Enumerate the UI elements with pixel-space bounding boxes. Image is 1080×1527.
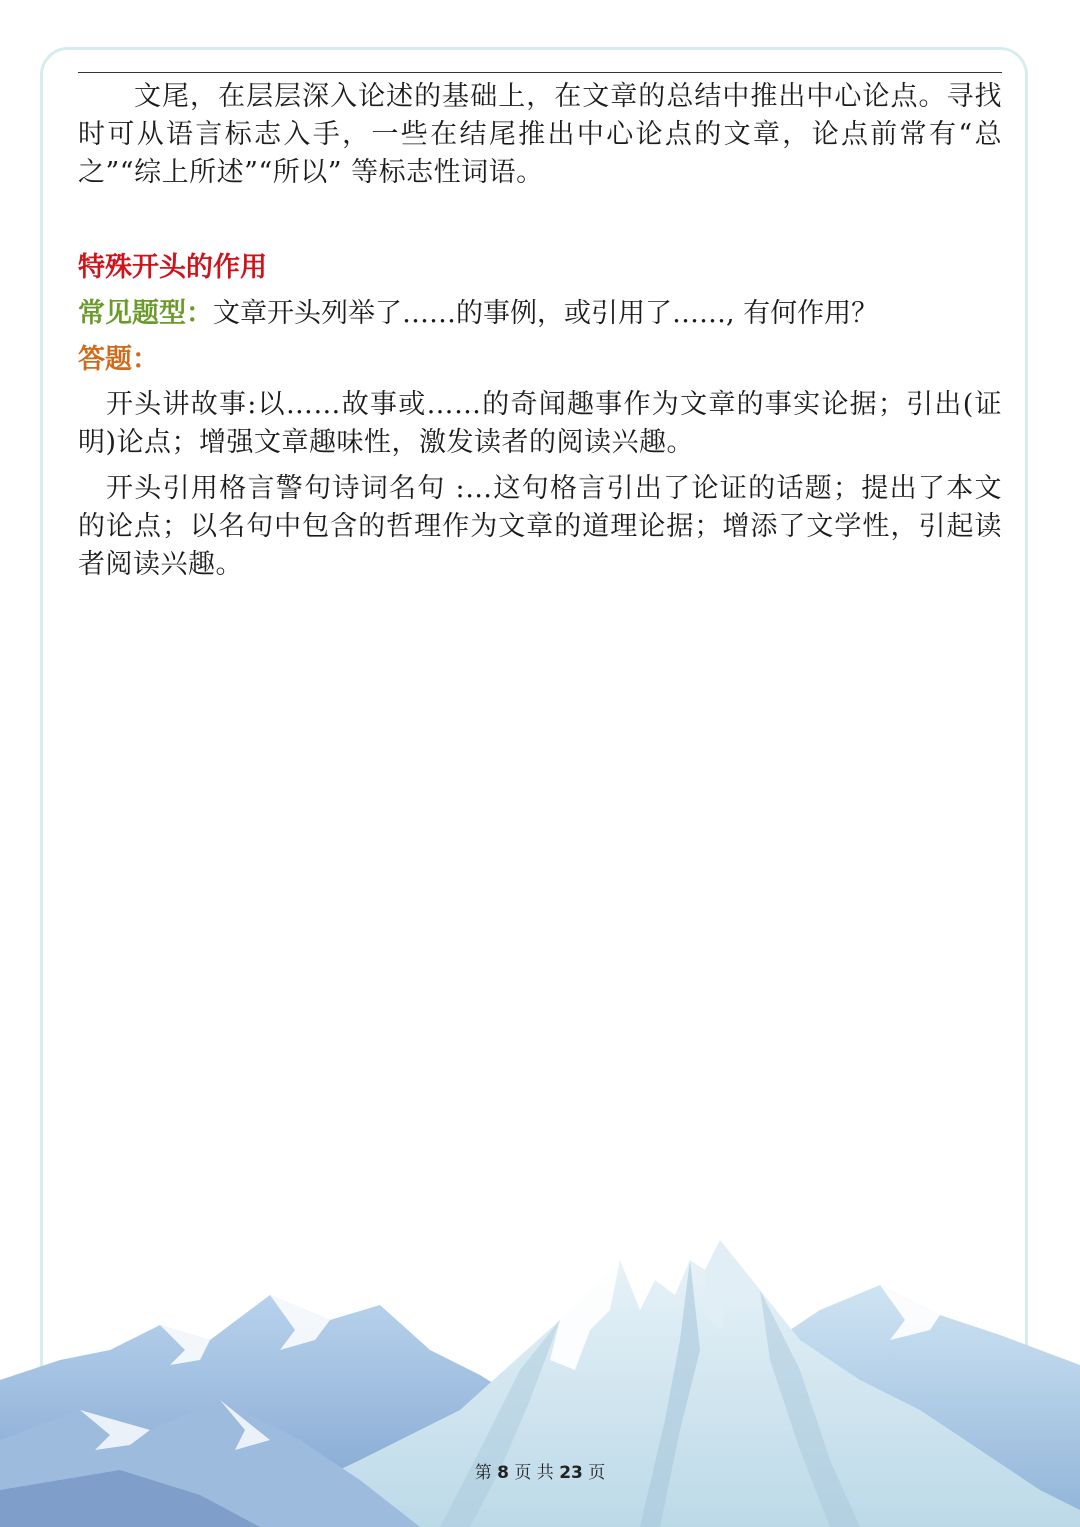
footer-prefix: 第 <box>474 1463 492 1483</box>
answer-paragraph-story: 开头讲故事:以……故事或……的奇闻趣事作为文章的事实论据；引出(证明)论点；增强文章趣味性，激发读者的阅读兴趣。 <box>78 389 1002 458</box>
question-type-text: 文章开头列举了……的事例，或引用了……, 有何作用？ <box>213 298 879 329</box>
footer-suffix: 页 <box>588 1463 606 1483</box>
footer-current-page: 8 <box>497 1463 509 1483</box>
section-title: 特殊开头的作用 <box>78 252 267 283</box>
question-type-label: 常见题型： <box>78 298 213 329</box>
page-footer <box>0 1458 1080 1483</box>
answer-label: 答题： <box>78 344 159 375</box>
question-type-line <box>78 294 1002 334</box>
footer-middle: 页 共 <box>514 1463 554 1483</box>
footer-total-pages: 23 <box>559 1463 583 1483</box>
paragraph-conclusion: 文尾，在层层深入论述的基础上，在文章的总结中推出中心论点。寻找时可从语言标志入手，一些在结尾推出中心论点的文章，论点前常有“总之”“综上所述”“所以” 等标志性词语。 <box>78 81 1002 188</box>
answer-paragraph-quote: 开头引用格言警句诗词名句 :…这句格言引出了论证的话题；提出了本文的论点；以名句中包含的哲理作为文章的道理论据；增添了文学性，引起读者阅读兴趣。 <box>78 473 1002 580</box>
page-content <box>78 78 1002 584</box>
header-rule <box>78 72 1002 73</box>
